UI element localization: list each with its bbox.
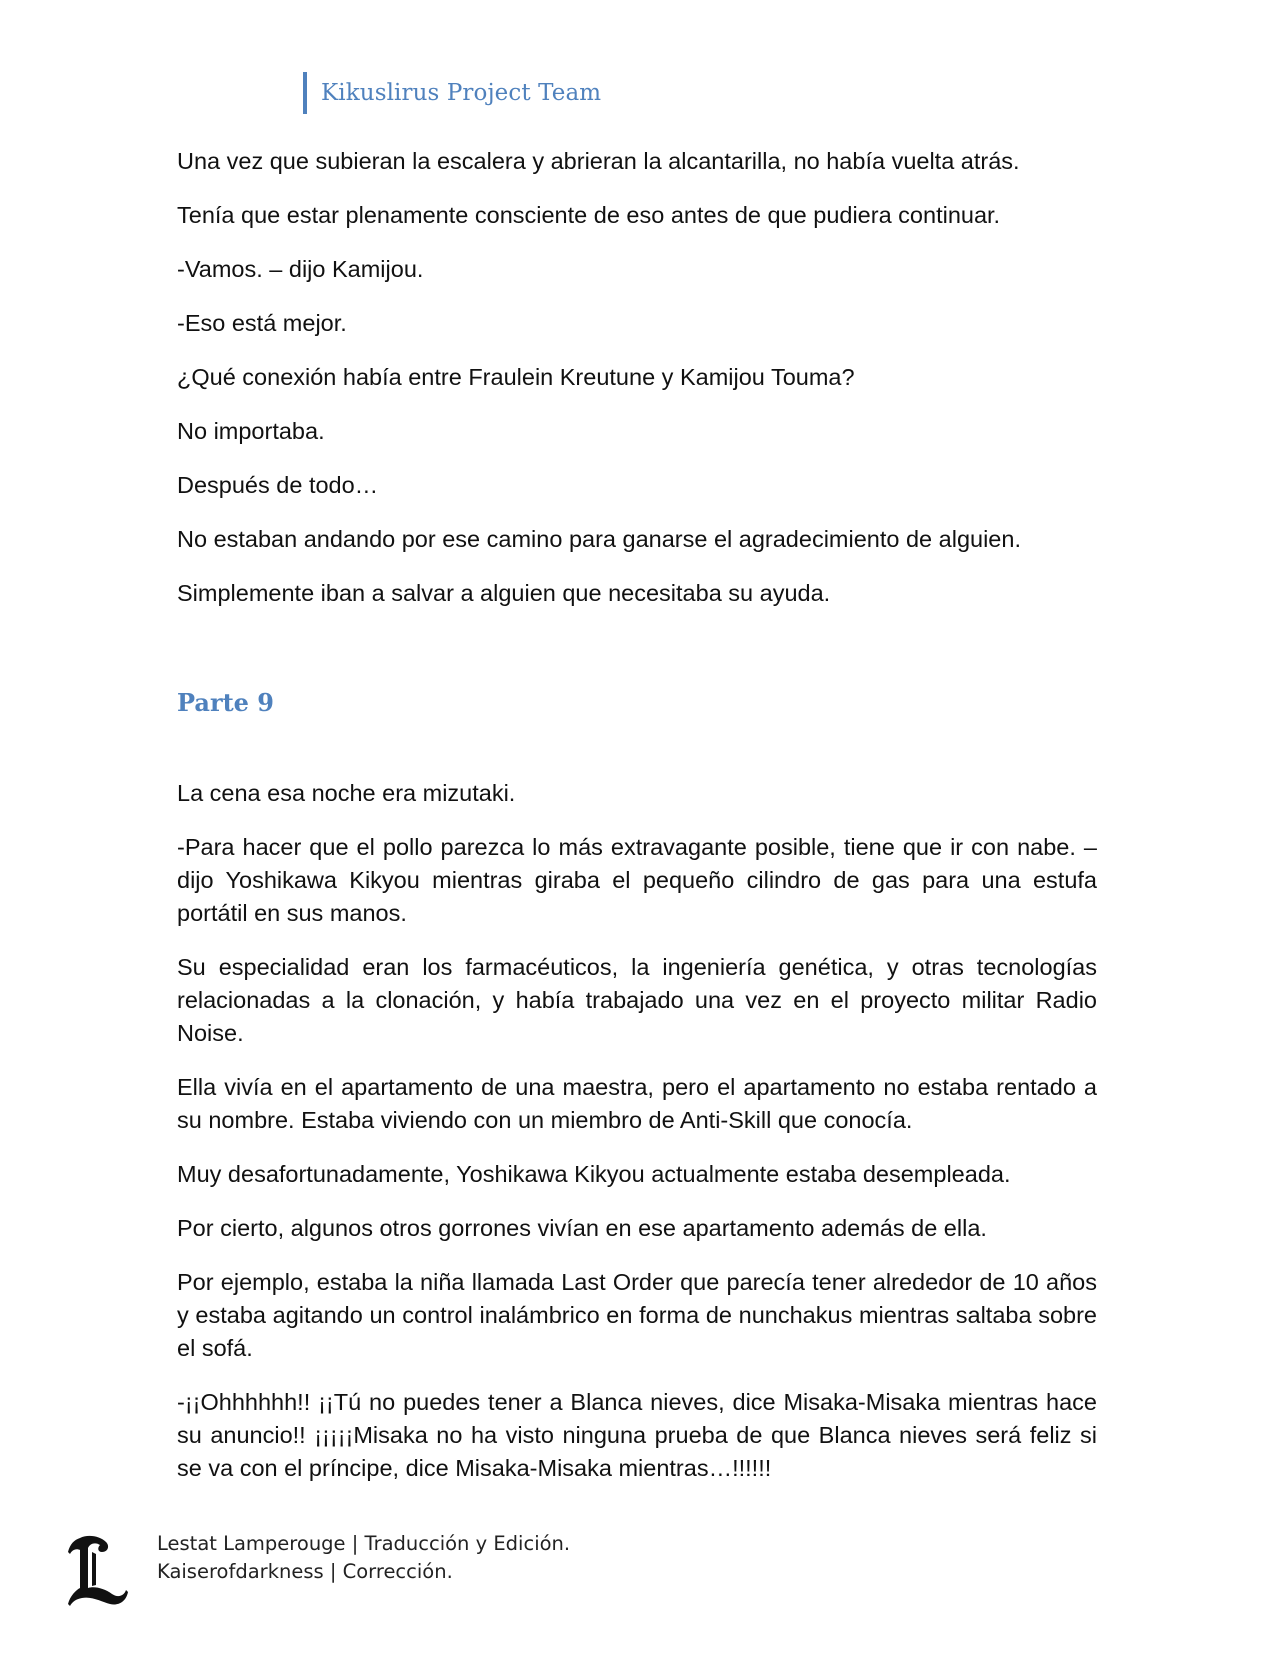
paragraph: -Vamos. – dijo Kamijou.	[177, 256, 424, 282]
paragraph: -Para hacer que el pollo parezca lo más extravagante posible, tiene que ir con nabe. – dijo Yoshikawa Kikyou mientras giraba el pequeño cilindro de gas para una estufa portátil en sus manos.	[177, 834, 1097, 926]
paragraph: Una vez que subieran la escalera y abrieran la alcantarilla, no había vuelta atrás.	[177, 148, 1020, 174]
paragraph: Ella vivía en el apartamento de una maestra, pero el apartamento no estaba rentado a su nombre. Estaba viviendo con un miembro de Anti-Skill que conocía.	[177, 1074, 1097, 1133]
section-heading: Parte 9	[177, 688, 275, 717]
page-header	[303, 72, 601, 114]
header-accent-bar	[303, 72, 307, 114]
paragraph: No importaba.	[177, 418, 325, 444]
paragraph: Su especialidad eran los farmacéuticos, la ingeniería genética, y otras tecnologías relacionadas a la clonación, y había trabajado una vez en el proyecto militar Radio Noise.	[177, 954, 1097, 1046]
paragraph: Simplemente iban a salvar a alguien que necesitaba su ayuda.	[177, 580, 831, 606]
gothic-L-logo-icon	[66, 1532, 130, 1608]
paragraph: -¡¡Ohhhhhh!! ¡¡Tú no puedes tener a Blanca nieves, dice Misaka-Misaka mientras hace su anuncio!! ¡¡¡¡¡Misaka no ha visto ninguna prueba de que Blanca nieves será feliz si se va con el príncipe, dice Misaka-Misaka mientras…!!!!!!	[177, 1389, 1097, 1481]
footer-credit-line: Lestat Lamperouge | Traducción y Edición.	[157, 1532, 571, 1555]
paragraph: La cena esa noche era mizutaki.	[177, 780, 516, 806]
paragraph: No estaban andando por ese camino para ganarse el agradecimiento de alguien.	[177, 526, 1021, 552]
paragraph: Tenía que estar plenamente consciente de eso antes de que pudiera continuar.	[177, 202, 1001, 228]
paragraph: Por ejemplo, estaba la niña llamada Last Order que parecía tener alrededor de 10 años y estaba agitando un control inalámbrico en forma de nunchakus mientras saltaba sobre el sofá.	[177, 1269, 1097, 1361]
paragraph: Muy desafortunadamente, Yoshikawa Kikyou actualmente estaba desempleada.	[177, 1161, 1011, 1187]
page-footer	[66, 1530, 570, 1608]
second-text-block	[177, 777, 1097, 1506]
paragraph: ¿Qué conexión había entre Fraulein Kreutune y Kamijou Touma?	[177, 364, 855, 390]
first-text-block	[177, 145, 1097, 631]
footer-credit-line: Kaiserofdarkness | Corrección.	[157, 1560, 453, 1583]
paragraph: Después de todo…	[177, 472, 379, 498]
paragraph: Por cierto, algunos otros gorrones vivían en ese apartamento además de ella.	[177, 1215, 987, 1241]
paragraph: -Eso está mejor.	[177, 310, 347, 336]
header-title: Kikuslirus Project Team	[321, 80, 602, 106]
footer-credits	[157, 1530, 570, 1586]
